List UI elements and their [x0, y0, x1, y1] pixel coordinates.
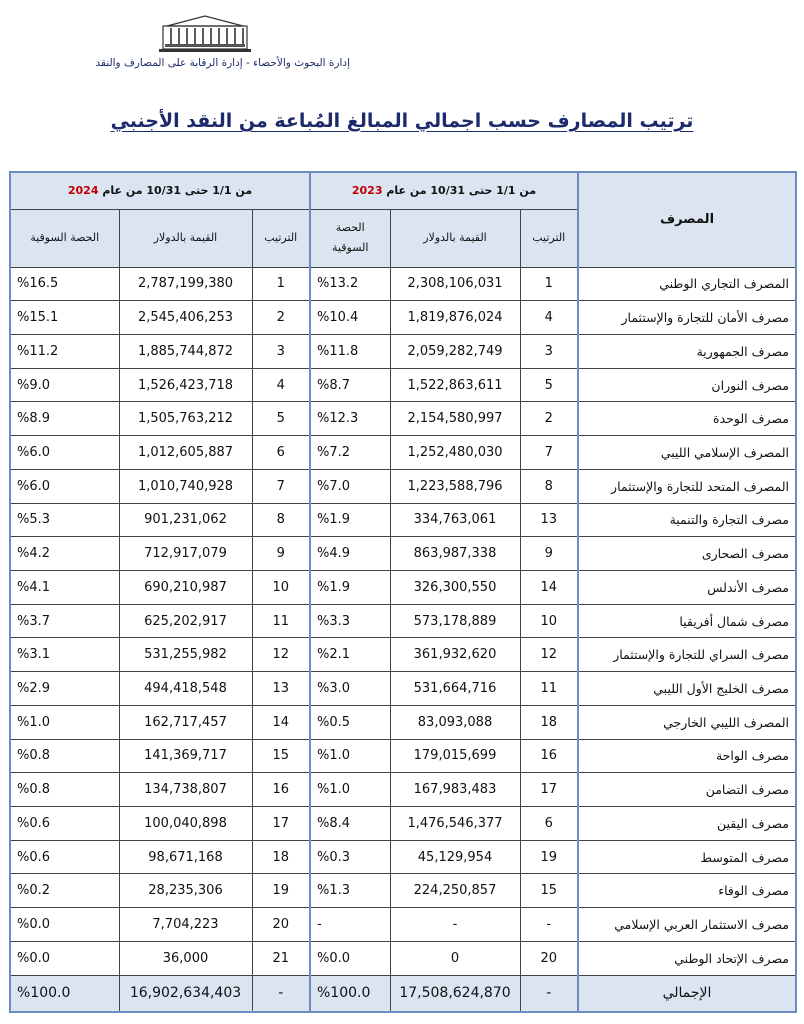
rank-2023: 4 [520, 301, 578, 335]
rank-2024: 9 [252, 537, 310, 571]
rank-2024: 6 [252, 436, 310, 470]
rank-2023: 14 [520, 570, 578, 604]
value-2024: 28,235,306 [119, 874, 252, 908]
share-2023: %1.0 [310, 773, 390, 807]
bank-name: مصرف شمال أفريقيا [578, 604, 796, 638]
bank-name: مصرف التضامن [578, 773, 796, 807]
table-body [10, 267, 796, 1012]
share-2024: %3.1 [10, 638, 119, 672]
rank-2023: 10 [520, 604, 578, 638]
rank-2023: 8 [520, 469, 578, 503]
period-2023-prefix: من 1/1 حتى 10/31 من عام [386, 184, 537, 198]
value-2023: 167,983,483 [390, 773, 520, 807]
value-2024: 1,010,740,928 [119, 469, 252, 503]
value-2024: 901,231,062 [119, 503, 252, 537]
rank-2023: 1 [520, 267, 578, 301]
department-subtitle: إدارة البحوث والأحصاء - إدارة الرقابة على المصارف والنقد [95, 57, 350, 69]
rank-2024: 12 [252, 638, 310, 672]
share-2023: %1.9 [310, 570, 390, 604]
share-2023: %2.1 [310, 638, 390, 672]
value-2024: 134,738,807 [119, 773, 252, 807]
value-2023: 179,015,699 [390, 739, 520, 773]
value-2023: 573,178,889 [390, 604, 520, 638]
rank-2024-header: الترتيب [252, 209, 310, 267]
bank-name: مصرف الإتحاد الوطني [578, 941, 796, 975]
value-2023: 531,664,716 [390, 672, 520, 706]
rank-2024: 5 [252, 402, 310, 436]
rank-2023: 15 [520, 874, 578, 908]
total-row [10, 975, 796, 1012]
value-2024: 1,526,423,718 [119, 368, 252, 402]
table-row [10, 840, 796, 874]
share-2024: %3.7 [10, 604, 119, 638]
rank-2023: 18 [520, 705, 578, 739]
rank-2024: 16 [252, 773, 310, 807]
share-2024: %6.0 [10, 469, 119, 503]
rank-2024: 14 [252, 705, 310, 739]
rank-2024: 19 [252, 874, 310, 908]
bank-name: مصرف التجارة والتنمية [578, 503, 796, 537]
total-label: الإجمالي [578, 975, 796, 1012]
table-row [10, 436, 796, 470]
total-value-2024: 16,902,634,403 [119, 975, 252, 1012]
share-2023: %1.0 [310, 739, 390, 773]
table-row [10, 672, 796, 706]
value-2024-header: القيمة بالدولار [119, 209, 252, 267]
table-row [10, 334, 796, 368]
share-2023: %11.8 [310, 334, 390, 368]
value-2024: 100,040,898 [119, 807, 252, 841]
period-2023-year: 2023 [351, 184, 383, 198]
value-2024: 141,369,717 [119, 739, 252, 773]
value-2023: 2,308,106,031 [390, 267, 520, 301]
share-2024: %15.1 [10, 301, 119, 335]
value-2023-header: القيمة بالدولار [390, 209, 520, 267]
share-2023: %3.0 [310, 672, 390, 706]
bank-column-header: المصرف [578, 172, 796, 267]
table-row [10, 570, 796, 604]
share-2024: %11.2 [10, 334, 119, 368]
rank-2024: 3 [252, 334, 310, 368]
value-2024: 531,255,982 [119, 638, 252, 672]
share-2023: %8.4 [310, 807, 390, 841]
value-2023: 1,819,876,024 [390, 301, 520, 335]
value-2023: 334,763,061 [390, 503, 520, 537]
value-2024: 1,885,744,872 [119, 334, 252, 368]
rank-2023: 13 [520, 503, 578, 537]
share-2024: %8.9 [10, 402, 119, 436]
share-2023: %0.0 [310, 941, 390, 975]
value-2023: 326,300,550 [390, 570, 520, 604]
share-2024: %0.0 [10, 908, 119, 942]
value-2023: 863,987,338 [390, 537, 520, 571]
rank-2024: 2 [252, 301, 310, 335]
total-share-2024: %100.0 [10, 975, 119, 1012]
share-2023: %13.2 [310, 267, 390, 301]
table-row [10, 402, 796, 436]
value-2023: 0 [390, 941, 520, 975]
table-row [10, 503, 796, 537]
value-2023: 1,252,480,030 [390, 436, 520, 470]
bank-name: المصرف التجاري الوطني [578, 267, 796, 301]
value-2024: 98,671,168 [119, 840, 252, 874]
rank-2024: 8 [252, 503, 310, 537]
page-title [0, 110, 804, 132]
value-2024: 2,787,199,380 [119, 267, 252, 301]
table-row [10, 368, 796, 402]
rank-2024: 1 [252, 267, 310, 301]
bank-name: مصرف اليقين [578, 807, 796, 841]
value-2023: 1,223,588,796 [390, 469, 520, 503]
rank-2023: 2 [520, 402, 578, 436]
bank-name: مصرف الأمان للتجارة والإستثمار [578, 301, 796, 335]
rank-2023: 16 [520, 739, 578, 773]
bank-name: مصرف الصحارى [578, 537, 796, 571]
share-2024: %2.9 [10, 672, 119, 706]
title-text: ترتيب المصارف حسب اجمالي المبالغ المُباعة من النقد الأجنبي [110, 110, 694, 132]
rank-2023: 11 [520, 672, 578, 706]
rank-2023: 6 [520, 807, 578, 841]
period-2024-prefix: من 1/1 حتى 10/31 من عام [102, 184, 253, 198]
value-2023: - [390, 908, 520, 942]
bank-name: مصرف الأندلس [578, 570, 796, 604]
share-2023: %0.3 [310, 840, 390, 874]
value-2024: 36,000 [119, 941, 252, 975]
value-2023: 224,250,857 [390, 874, 520, 908]
period-2023-header [310, 172, 578, 209]
period-2024-header [10, 172, 310, 209]
value-2024: 712,917,079 [119, 537, 252, 571]
table-row [10, 537, 796, 571]
share-2023: %1.3 [310, 874, 390, 908]
share-2023-header: الحصة السوقية [310, 209, 390, 267]
value-2023: 45,129,954 [390, 840, 520, 874]
value-2024: 1,012,605,887 [119, 436, 252, 470]
share-2024: %0.6 [10, 807, 119, 841]
value-2023: 1,476,546,377 [390, 807, 520, 841]
value-2023: 361,932,620 [390, 638, 520, 672]
bank-name: المصرف المتحد للتجارة والإستثمار [578, 469, 796, 503]
bank-name: مصرف الاستثمار العربي الإسلامي [578, 908, 796, 942]
share-2023: %12.3 [310, 402, 390, 436]
share-2023: %3.3 [310, 604, 390, 638]
share-2023: %7.2 [310, 436, 390, 470]
building-logo [157, 14, 253, 54]
total-value-2023: 17,508,624,870 [390, 975, 520, 1012]
share-2024: %4.1 [10, 570, 119, 604]
bank-name: مصرف الجمهورية [578, 334, 796, 368]
share-2023: %4.9 [310, 537, 390, 571]
period-2024-year: 2024 [67, 184, 99, 198]
share-2024: %0.8 [10, 739, 119, 773]
table-row [10, 739, 796, 773]
rank-2023-header: الترتيب [520, 209, 578, 267]
table-row [10, 773, 796, 807]
value-2024: 162,717,457 [119, 705, 252, 739]
rank-2024: 4 [252, 368, 310, 402]
table-row [10, 267, 796, 301]
rank-2024: 11 [252, 604, 310, 638]
table-row [10, 604, 796, 638]
bank-name: مصرف الوفاء [578, 874, 796, 908]
share-2024: %5.3 [10, 503, 119, 537]
bank-name: مصرف الوحدة [578, 402, 796, 436]
share-2024: %0.2 [10, 874, 119, 908]
bank-name: مصرف السراي للتجارة والإستثمار [578, 638, 796, 672]
bank-name: مصرف الخليج الأول الليبي [578, 672, 796, 706]
rank-2023: - [520, 908, 578, 942]
share-2023: %0.5 [310, 705, 390, 739]
rank-2024: 21 [252, 941, 310, 975]
value-2024: 7,704,223 [119, 908, 252, 942]
table-row [10, 705, 796, 739]
value-2024: 1,505,763,212 [119, 402, 252, 436]
rank-2023: 19 [520, 840, 578, 874]
value-2024: 494,418,548 [119, 672, 252, 706]
total-rank-2024: - [252, 975, 310, 1012]
share-2023: %8.7 [310, 368, 390, 402]
share-2024: %16.5 [10, 267, 119, 301]
share-2023: %1.9 [310, 503, 390, 537]
share-2024: %6.0 [10, 436, 119, 470]
banks-ranking-table [9, 171, 797, 1013]
bank-name: مصرف النوران [578, 368, 796, 402]
table-row [10, 638, 796, 672]
table-row [10, 941, 796, 975]
share-2024-header: الحصة السوقية [10, 209, 119, 267]
value-2023: 2,059,282,749 [390, 334, 520, 368]
share-2024: %0.6 [10, 840, 119, 874]
rank-2023: 9 [520, 537, 578, 571]
value-2023: 83,093,088 [390, 705, 520, 739]
share-2023: %10.4 [310, 301, 390, 335]
value-2023: 2,154,580,997 [390, 402, 520, 436]
rank-2024: 7 [252, 469, 310, 503]
table-row [10, 301, 796, 335]
rank-2023: 17 [520, 773, 578, 807]
rank-2023: 3 [520, 334, 578, 368]
value-2023: 1,522,863,611 [390, 368, 520, 402]
table-row [10, 807, 796, 841]
table-row [10, 908, 796, 942]
bank-name: مصرف المتوسط [578, 840, 796, 874]
bank-name: المصرف الإسلامي الليبي [578, 436, 796, 470]
rank-2023: 5 [520, 368, 578, 402]
table-row [10, 469, 796, 503]
share-2024: %0.8 [10, 773, 119, 807]
value-2024: 625,202,917 [119, 604, 252, 638]
share-2024: %9.0 [10, 368, 119, 402]
share-2024: %4.2 [10, 537, 119, 571]
rank-2023: 20 [520, 941, 578, 975]
bank-name: المصرف الليبي الخارجي [578, 705, 796, 739]
bank-name: مصرف الواحة [578, 739, 796, 773]
table-row [10, 874, 796, 908]
share-2023: %7.0 [310, 469, 390, 503]
share-2023: - [310, 908, 390, 942]
total-rank-2023: - [520, 975, 578, 1012]
share-2024: %1.0 [10, 705, 119, 739]
share-2024: %0.0 [10, 941, 119, 975]
rank-2024: 15 [252, 739, 310, 773]
total-share-2023: %100.0 [310, 975, 390, 1012]
rank-2024: 20 [252, 908, 310, 942]
rank-2024: 10 [252, 570, 310, 604]
rank-2024: 13 [252, 672, 310, 706]
rank-2023: 7 [520, 436, 578, 470]
rank-2024: 18 [252, 840, 310, 874]
rank-2024: 17 [252, 807, 310, 841]
value-2024: 2,545,406,253 [119, 301, 252, 335]
value-2024: 690,210,987 [119, 570, 252, 604]
rank-2023: 12 [520, 638, 578, 672]
